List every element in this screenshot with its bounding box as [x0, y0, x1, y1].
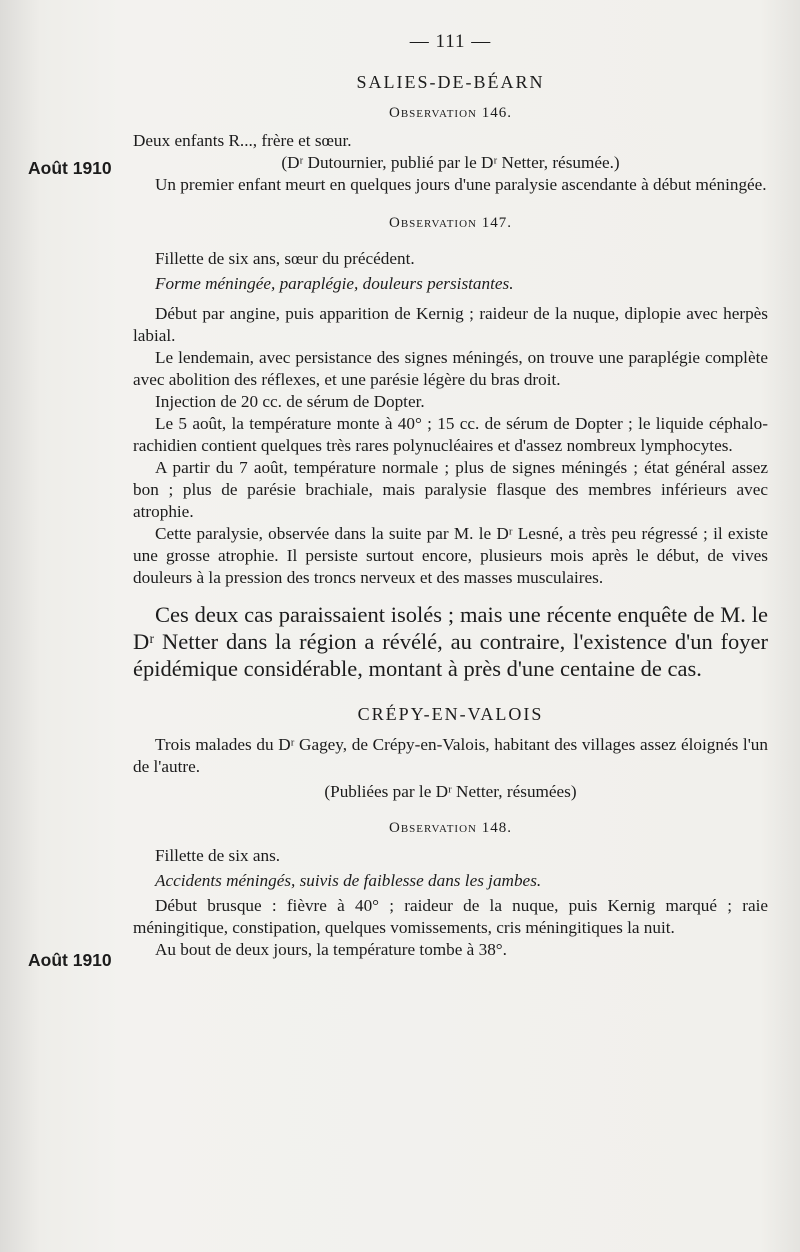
obs148-para-1: Début brusque : fièvre à 40° ; raideur de la nuque, puis Kernig marqué ; raie méningitique, constipation, quelques vomissements, cris méningitiques la nuit.	[133, 896, 768, 937]
spacer	[133, 240, 768, 248]
margin-date-2: Août 1910	[28, 950, 112, 970]
obs147-para-5: A partir du 7 août, température normale ; plus de signes méningés ; état général assez bon ; plus de parésie brachiale, mais paralysie flasque des membres inférieurs avec atrophie.	[133, 458, 768, 521]
margin-date-1: Août 1910	[28, 158, 112, 178]
observation-146-heading: Observation 146.	[389, 105, 512, 121]
obs147-para-3: Injection de 20 cc. de sérum de Dopter.	[155, 392, 425, 411]
obs146-source: (Dʳ Dutournier, publié par le Dʳ Netter, résumée.)	[281, 153, 620, 172]
crepy-source: (Publiées par le Dʳ Netter, résumées)	[324, 782, 577, 801]
page-body	[133, 28, 768, 961]
observation-148-heading: Observation 148.	[389, 820, 512, 836]
obs147-subtitle: Forme méningée, paraplégie, douleurs persistantes.	[155, 274, 514, 293]
spacer	[133, 589, 768, 601]
observation-147-heading: Observation 147.	[389, 215, 512, 231]
obs148-para-2: Au bout de deux jours, la température tombe à 38°.	[155, 940, 507, 959]
spacer	[133, 295, 768, 303]
page-number: — 111 —	[409, 31, 492, 52]
obs147-line-1: Fillette de six ans, sœur du précédent.	[155, 249, 415, 268]
obs148-subtitle: Accidents méningés, suivis de faiblesse dans les jambes.	[155, 871, 542, 890]
section-title-crepy: CRÉPY-EN-VALOIS	[357, 704, 544, 724]
obs147-para-6: Cette paralysie, observée dans la suite par M. le Dʳ Lesné, a très peu régressé ; il existe une grosse atrophie. Il persiste surtout encore, plusieurs mois après le début, de vives douleurs à la pression des troncs nerveux et des masses musculaires.	[133, 524, 768, 587]
obs147-para-1: Début par angine, puis apparition de Kernig ; raideur de la nuque, diplopie avec herpès labial.	[133, 304, 768, 345]
obs147-para-4: Le 5 août, la température monte à 40° ; 15 cc. de sérum de Dopter ; le liquide céphalo-rachidien contient quelques très rares polynucléaires et d'assez nombreux lymphocytes.	[133, 414, 768, 455]
summary-paragraph: Ces deux cas paraissaient isolés ; mais une récente enquête de M. le Dʳ Netter dans la région a révélé, au contraire, l'existence d'un foyer épidémique considérable, montant à près d'une centaine de cas.	[133, 602, 768, 681]
spacer	[133, 726, 768, 734]
obs147-para-2: Le lendemain, avec persistance des signes méningés, on trouve une paraplégie complète avec abolition des réflexes, et une parésie légère du bras droit.	[133, 348, 768, 389]
obs146-line-1: Deux enfants R..., frère et sœur.	[133, 131, 352, 150]
crepy-intro: Trois malades du Dʳ Gagey, de Crépy-en-Valois, habitant des villages assez éloignés l'un de l'autre.	[133, 735, 768, 776]
obs148-line-1: Fillette de six ans.	[155, 846, 281, 865]
section-title-salies: SALIES-DE-BÉARN	[356, 72, 545, 92]
obs146-text: Un premier enfant meurt en quelques jours d'une paralysie ascendante à début méningée.	[155, 175, 767, 194]
